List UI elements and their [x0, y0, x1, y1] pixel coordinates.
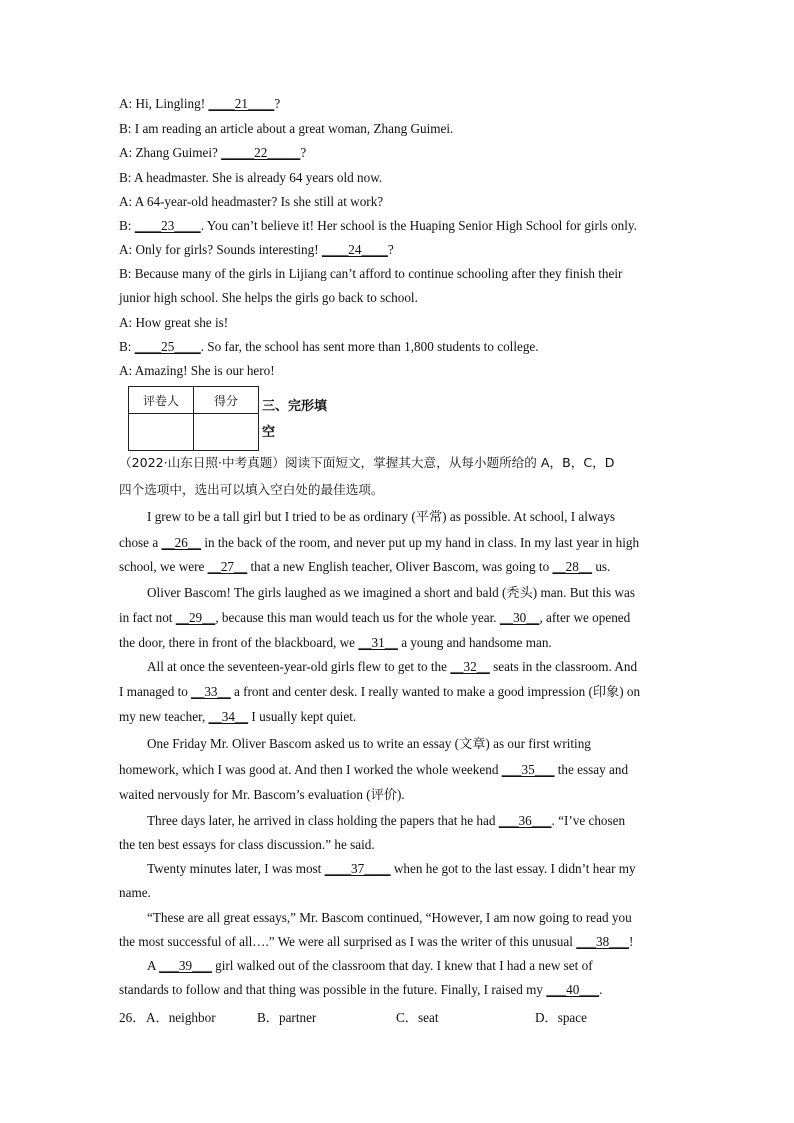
passage-line: [119, 559, 610, 575]
score-cell: [194, 414, 259, 451]
dialogue-line: [119, 218, 637, 234]
passage-text: the door, there in front of the blackboard, we: [119, 635, 359, 650]
section-title-line1: 三、完形填: [262, 399, 328, 414]
passage-text: I grew to be a tall girl but I tried to be as ordinary (平常) as possible. At school, I always: [147, 509, 616, 524]
answer-blank[interactable]: _____22_____: [221, 145, 301, 160]
dialogue-text: B: Because many of the girls in Lijiang can’t afford to continue schooling after they finish their: [119, 266, 623, 281]
passage-line: [119, 787, 405, 803]
dialogue-text: . You can’t believe it! Her school is the Huaping Senior High School for girls only.: [200, 218, 637, 233]
passage-text: homework, which I was good at. And then I worked the whole weekend: [119, 762, 502, 777]
answer-blank[interactable]: ____23____: [134, 218, 201, 233]
passage-line: [119, 684, 640, 700]
dialogue-text: A: A 64-year-old headmaster? Is she still at work?: [119, 194, 384, 209]
passage-text: Oliver Bascom! The girls laughed as we imagined a short and bald (秃头) man. But this was: [147, 585, 635, 600]
passage-line: [119, 934, 633, 950]
dialogue-line: [119, 242, 394, 258]
passage-line: [147, 958, 593, 974]
passage-line: [147, 861, 636, 877]
answer-blank[interactable]: __33__: [191, 684, 231, 699]
dialogue-text: B: A headmaster. She is already 64 years old now.: [119, 170, 383, 185]
passage-text: the ten best essays for class discussion.” he said.: [119, 837, 375, 852]
passage-line: [119, 982, 602, 998]
passage-text: seats in the classroom. And: [489, 659, 638, 674]
dialogue-line: [119, 121, 453, 137]
answer-blank[interactable]: __34__: [208, 709, 249, 724]
dialogue-line: [119, 96, 280, 112]
passage-line: [147, 736, 591, 752]
answer-blank[interactable]: ___38___: [576, 934, 629, 949]
passage-text: my new teacher,: [119, 709, 209, 724]
dialogue-text: . So far, the school has sent more than 1,800 students to college.: [200, 339, 539, 354]
option-b: B．partner: [257, 1010, 317, 1025]
grader-header: 评卷人: [129, 387, 194, 414]
passage-text: us.: [592, 559, 611, 574]
passage-text: a front and center desk. I really wanted to make a good impression (印象) on: [230, 684, 641, 699]
question-26-number: 26．: [119, 1010, 146, 1025]
dialogue-text: A: Amazing! She is our hero!: [119, 363, 275, 378]
answer-blank[interactable]: ____37____: [324, 861, 391, 876]
answer-blank[interactable]: __28__: [552, 559, 593, 574]
passage-line: [147, 509, 615, 525]
option-a: A．neighbor: [146, 1010, 216, 1025]
option-c: C．seat: [396, 1010, 439, 1025]
answer-blank[interactable]: __32__: [450, 659, 490, 674]
option-d: D．space: [535, 1010, 587, 1025]
section-title-line2: 空: [262, 425, 276, 440]
score-table: [128, 386, 259, 451]
passage-text: that a new English teacher, Oliver Bascom, was going to: [247, 559, 553, 574]
passage-text: All at once the seventeen-year-old girls flew to get to the: [147, 659, 451, 674]
answer-blank[interactable]: __27__: [207, 559, 248, 574]
passage-text: waited nervously for Mr. Bascom’s evaluation (评价).: [119, 787, 405, 802]
answer-blank[interactable]: __29__: [175, 610, 216, 625]
passage-text: I usually kept quiet.: [248, 709, 357, 724]
dialogue-text: ?: [274, 96, 281, 111]
answer-blank[interactable]: __26__: [161, 535, 202, 550]
passage-text: the most successful of all….” We were all surprised as I was the writer of this unusual: [119, 934, 577, 949]
instruction-line1: （2022·山东日照·中考真题）阅读下面短文，掌握其大意，从每小题所给的 A，B，C，D: [119, 455, 615, 470]
passage-text: I managed to: [119, 684, 192, 699]
dialogue-line: [119, 363, 275, 379]
answer-blank[interactable]: ___35___: [501, 762, 555, 777]
dialogue-text: B:: [119, 339, 135, 354]
passage-text: Three days later, he arrived in class holding the papers that he had: [147, 813, 499, 828]
passage-text: school, we were: [119, 559, 208, 574]
dialogue-line: [119, 315, 228, 331]
passage-text: !: [628, 934, 634, 949]
dialogue-text: A: Zhang Guimei?: [119, 145, 222, 160]
dialogue-text: A: Only for girls? Sounds interesting!: [119, 242, 322, 257]
passage-text: in fact not: [119, 610, 176, 625]
passage-line: [147, 659, 637, 675]
dialogue-line: [119, 266, 622, 282]
dialogue-text: A: Hi, Lingling!: [119, 96, 209, 111]
passage-line: [119, 709, 356, 725]
passage-line: [147, 813, 625, 829]
answer-blank[interactable]: ___39___: [159, 958, 212, 973]
passage-text: Twenty minutes later, I was most: [147, 861, 325, 876]
dialogue-text: ?: [300, 145, 307, 160]
answer-blank[interactable]: __30__: [499, 610, 540, 625]
passage-text: . “I’ve chosen: [551, 813, 626, 828]
passage-line: [119, 610, 630, 626]
passage-text: girl walked out of the classroom that day. I knew that I had a new set of: [211, 958, 593, 973]
answer-blank[interactable]: ___40___: [546, 982, 600, 997]
answer-blank[interactable]: ____24____: [321, 242, 388, 257]
answer-blank[interactable]: ____25____: [134, 339, 201, 354]
passage-text: , after we opened: [539, 610, 631, 625]
dialogue-text: B: I am reading an article about a great woman, Zhang Guimei.: [119, 121, 454, 136]
dialogue-line: [119, 170, 382, 186]
passage-text: when he got to the last essay. I didn’t hear my: [390, 861, 636, 876]
passage-line: [147, 910, 632, 926]
dialogue-text: ?: [387, 242, 394, 257]
passage-text: “These are all great essays,” Mr. Bascom continued, “However, I am now going to read you: [147, 910, 632, 925]
passage-line: [119, 535, 639, 551]
dialogue-text: A: How great she is!: [119, 315, 229, 330]
answer-blank[interactable]: __31__: [358, 635, 398, 650]
dialogue-line: [119, 290, 418, 306]
dialogue-text: junior high school. She helps the girls go back to school.: [119, 290, 418, 305]
instruction-line2: 四个选项中，选出可以填入空白处的最佳选项。: [119, 482, 384, 497]
dialogue-line: [119, 194, 383, 210]
passage-line: [147, 585, 635, 601]
passage-text: .: [599, 982, 603, 997]
passage-text: in the back of the room, and never put up my hand in class. In my last year in high: [201, 535, 640, 550]
passage-text: One Friday Mr. Oliver Bascom asked us to write an essay (文章) as our first writing: [147, 736, 591, 751]
dialogue-text: B:: [119, 218, 135, 233]
passage-text: name.: [119, 885, 151, 900]
dialogue-line: [119, 145, 306, 161]
passage-line: [119, 635, 552, 651]
answer-blank[interactable]: ____21____: [208, 96, 275, 111]
passage-text: a young and handsome man.: [397, 635, 552, 650]
grader-cell: [129, 414, 194, 451]
passage-text: standards to follow and that thing was possible in the future. Finally, I raised my: [119, 982, 547, 997]
passage-line: [119, 837, 375, 853]
passage-text: the essay and: [554, 762, 629, 777]
passage-text: A: [147, 958, 160, 973]
passage-line: [119, 885, 151, 901]
answer-blank[interactable]: ___36___: [498, 813, 552, 828]
dialogue-line: [119, 339, 539, 355]
passage-text: , because this man would teach us for the whole year.: [215, 610, 500, 625]
passage-line: [119, 762, 628, 778]
passage-text: chose a: [119, 535, 162, 550]
score-header: 得分: [194, 387, 259, 414]
